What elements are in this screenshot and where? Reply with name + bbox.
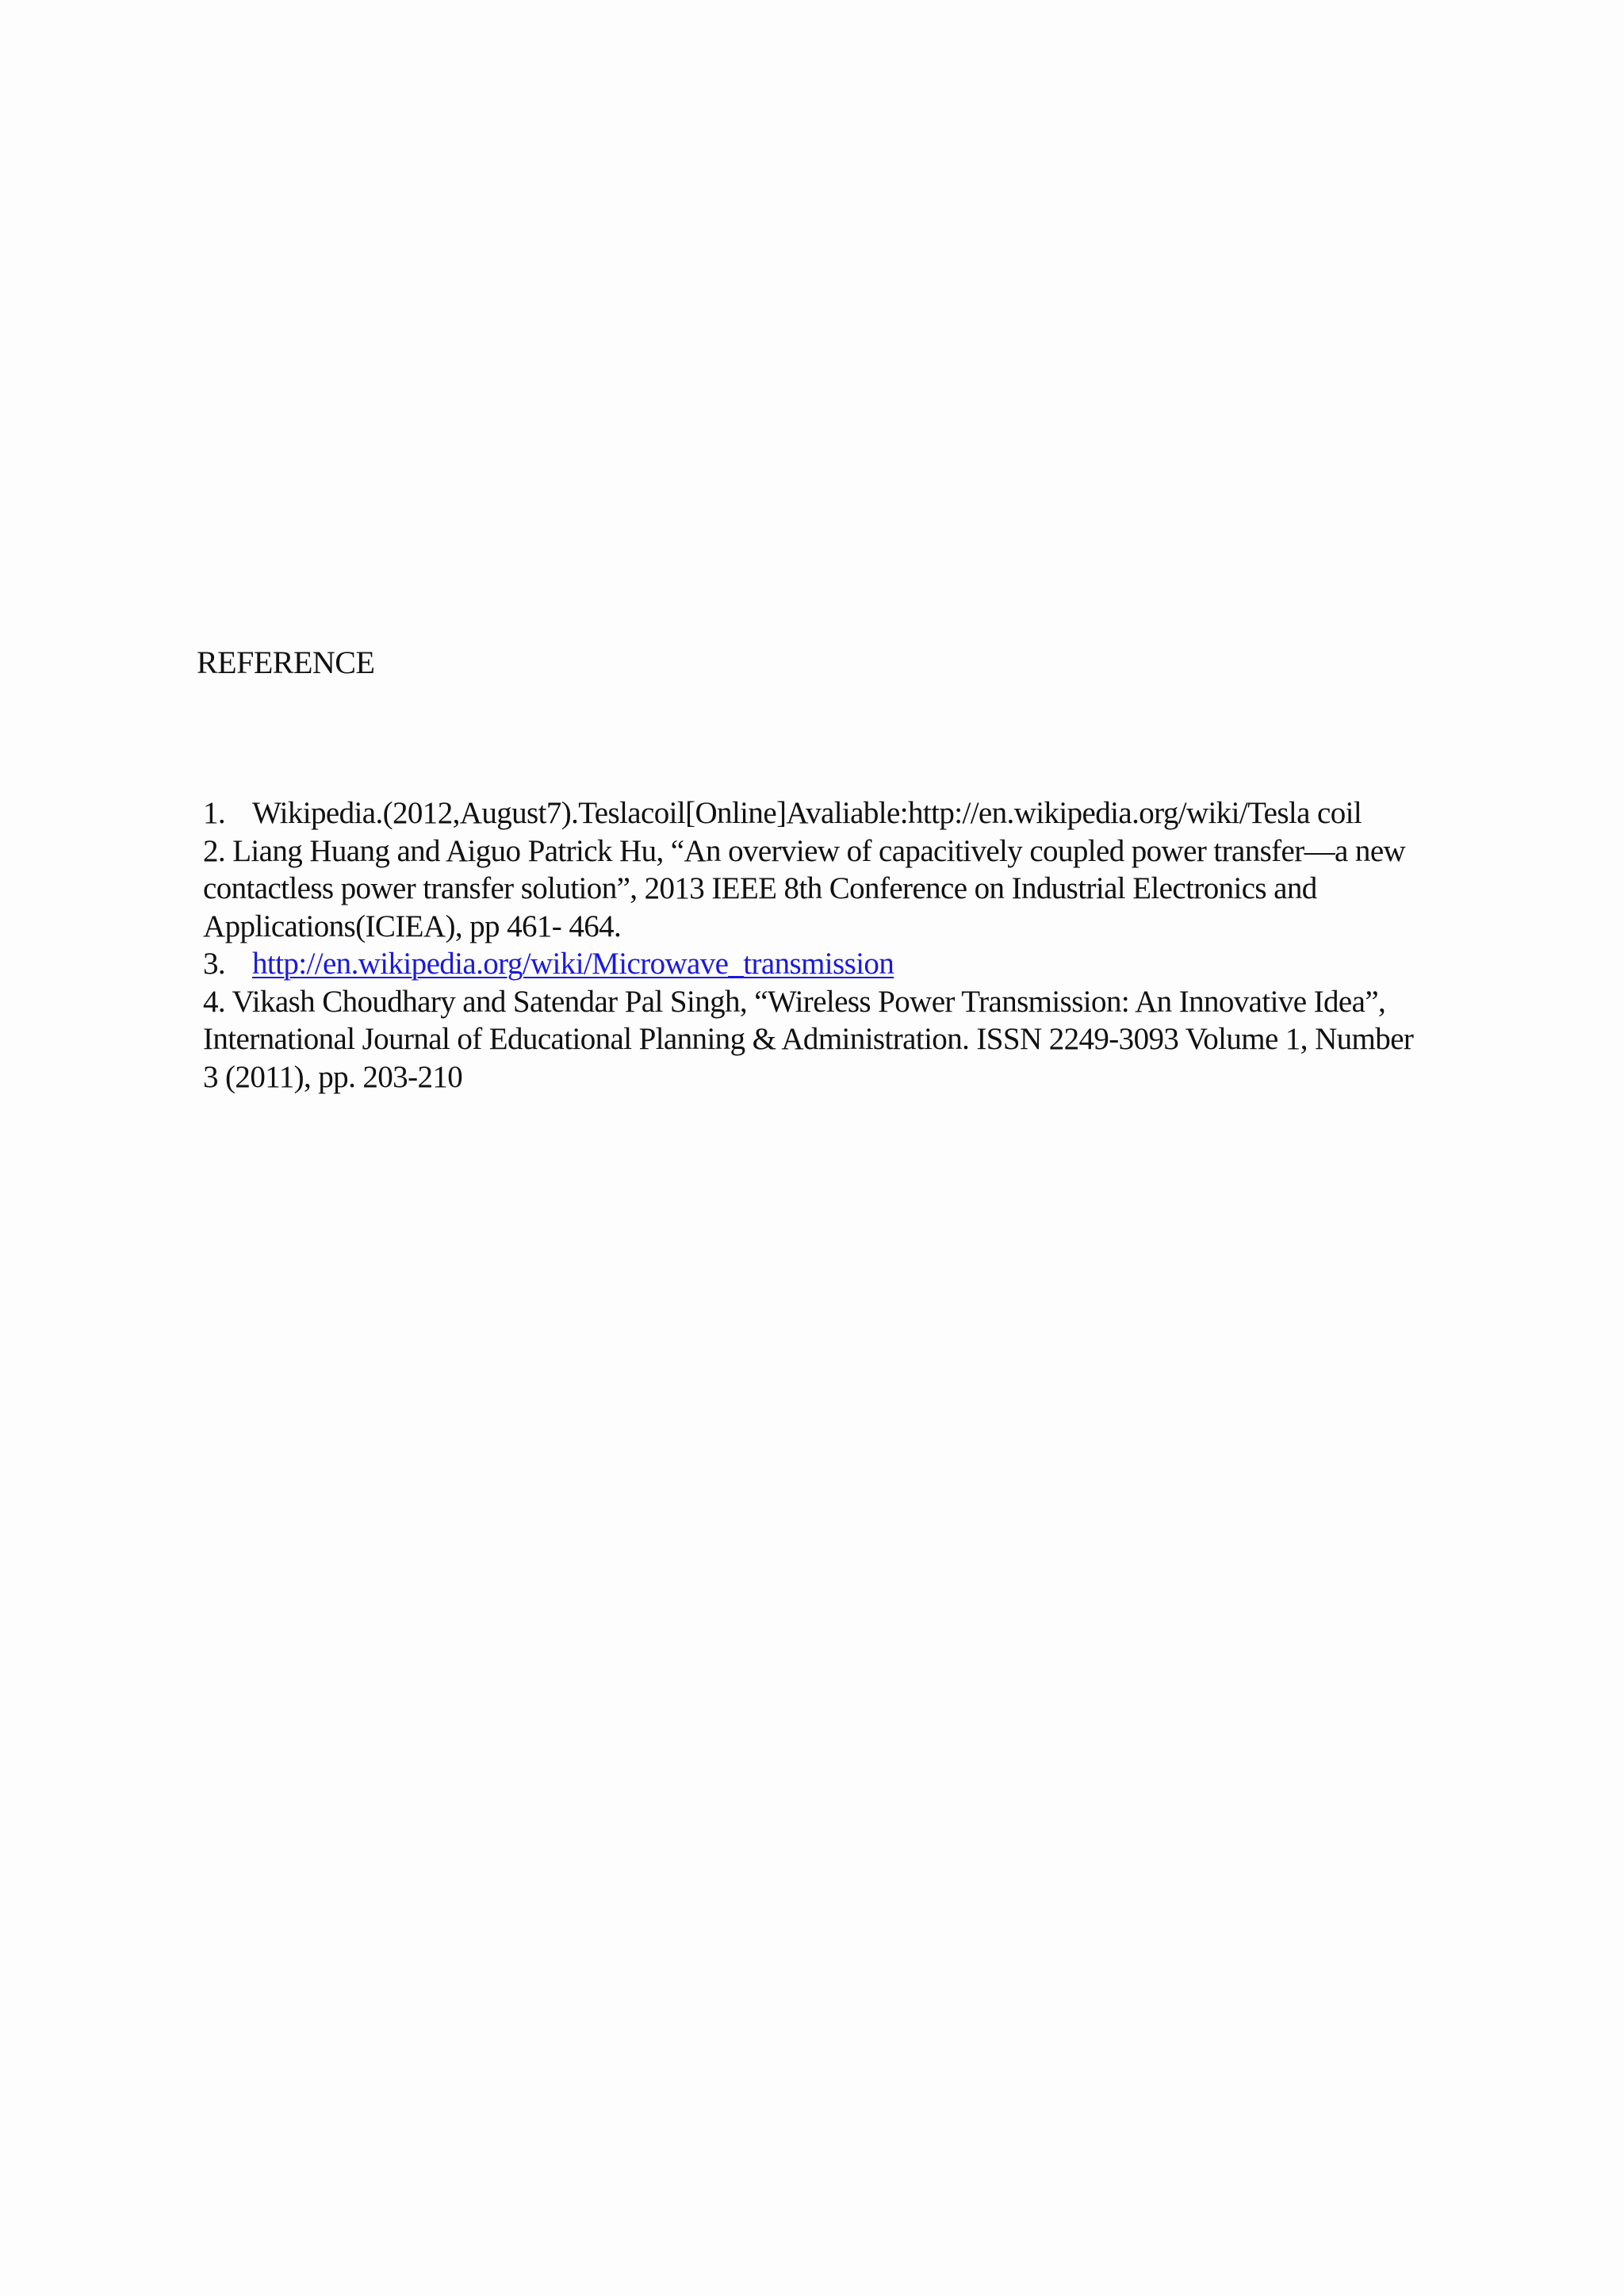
reference-list (197, 794, 1422, 1096)
reference-item-2 (197, 832, 1422, 946)
reference-number: 3. (203, 947, 226, 981)
reference-item-1 (197, 794, 1422, 832)
reference-link[interactable]: http://en.wikipedia.org/wiki/Microwave_transmission (252, 947, 894, 981)
reference-text: Wikipedia.(2012,August7).Teslacoil[Online]Avaliable:http://en.wikipedia.org/wiki/Tesla coil (252, 796, 1362, 830)
reference-text: 4. Vikash Choudhary and Satendar Pal Singh, “Wireless Power Transmission: An Innovative Idea”, International Journal of Educational Planning & Administration. ISSN 2249-3093 Volume 1, Number 3 (2011), pp. 203-210 (203, 984, 1414, 1094)
page-heading: REFERENCE (197, 645, 375, 680)
reference-item-4 (197, 983, 1422, 1096)
reference-item-3 (197, 945, 1422, 983)
reference-number: 1. (203, 796, 226, 830)
reference-text: 2. Liang Huang and Aiguo Patrick Hu, “An overview of capacitively coupled power transfer—a new contactless power transfer solution”, 2013 IEEE 8th Conference on Industrial Electronics and Applications(ICIEA), pp 461- 464. (203, 833, 1406, 943)
